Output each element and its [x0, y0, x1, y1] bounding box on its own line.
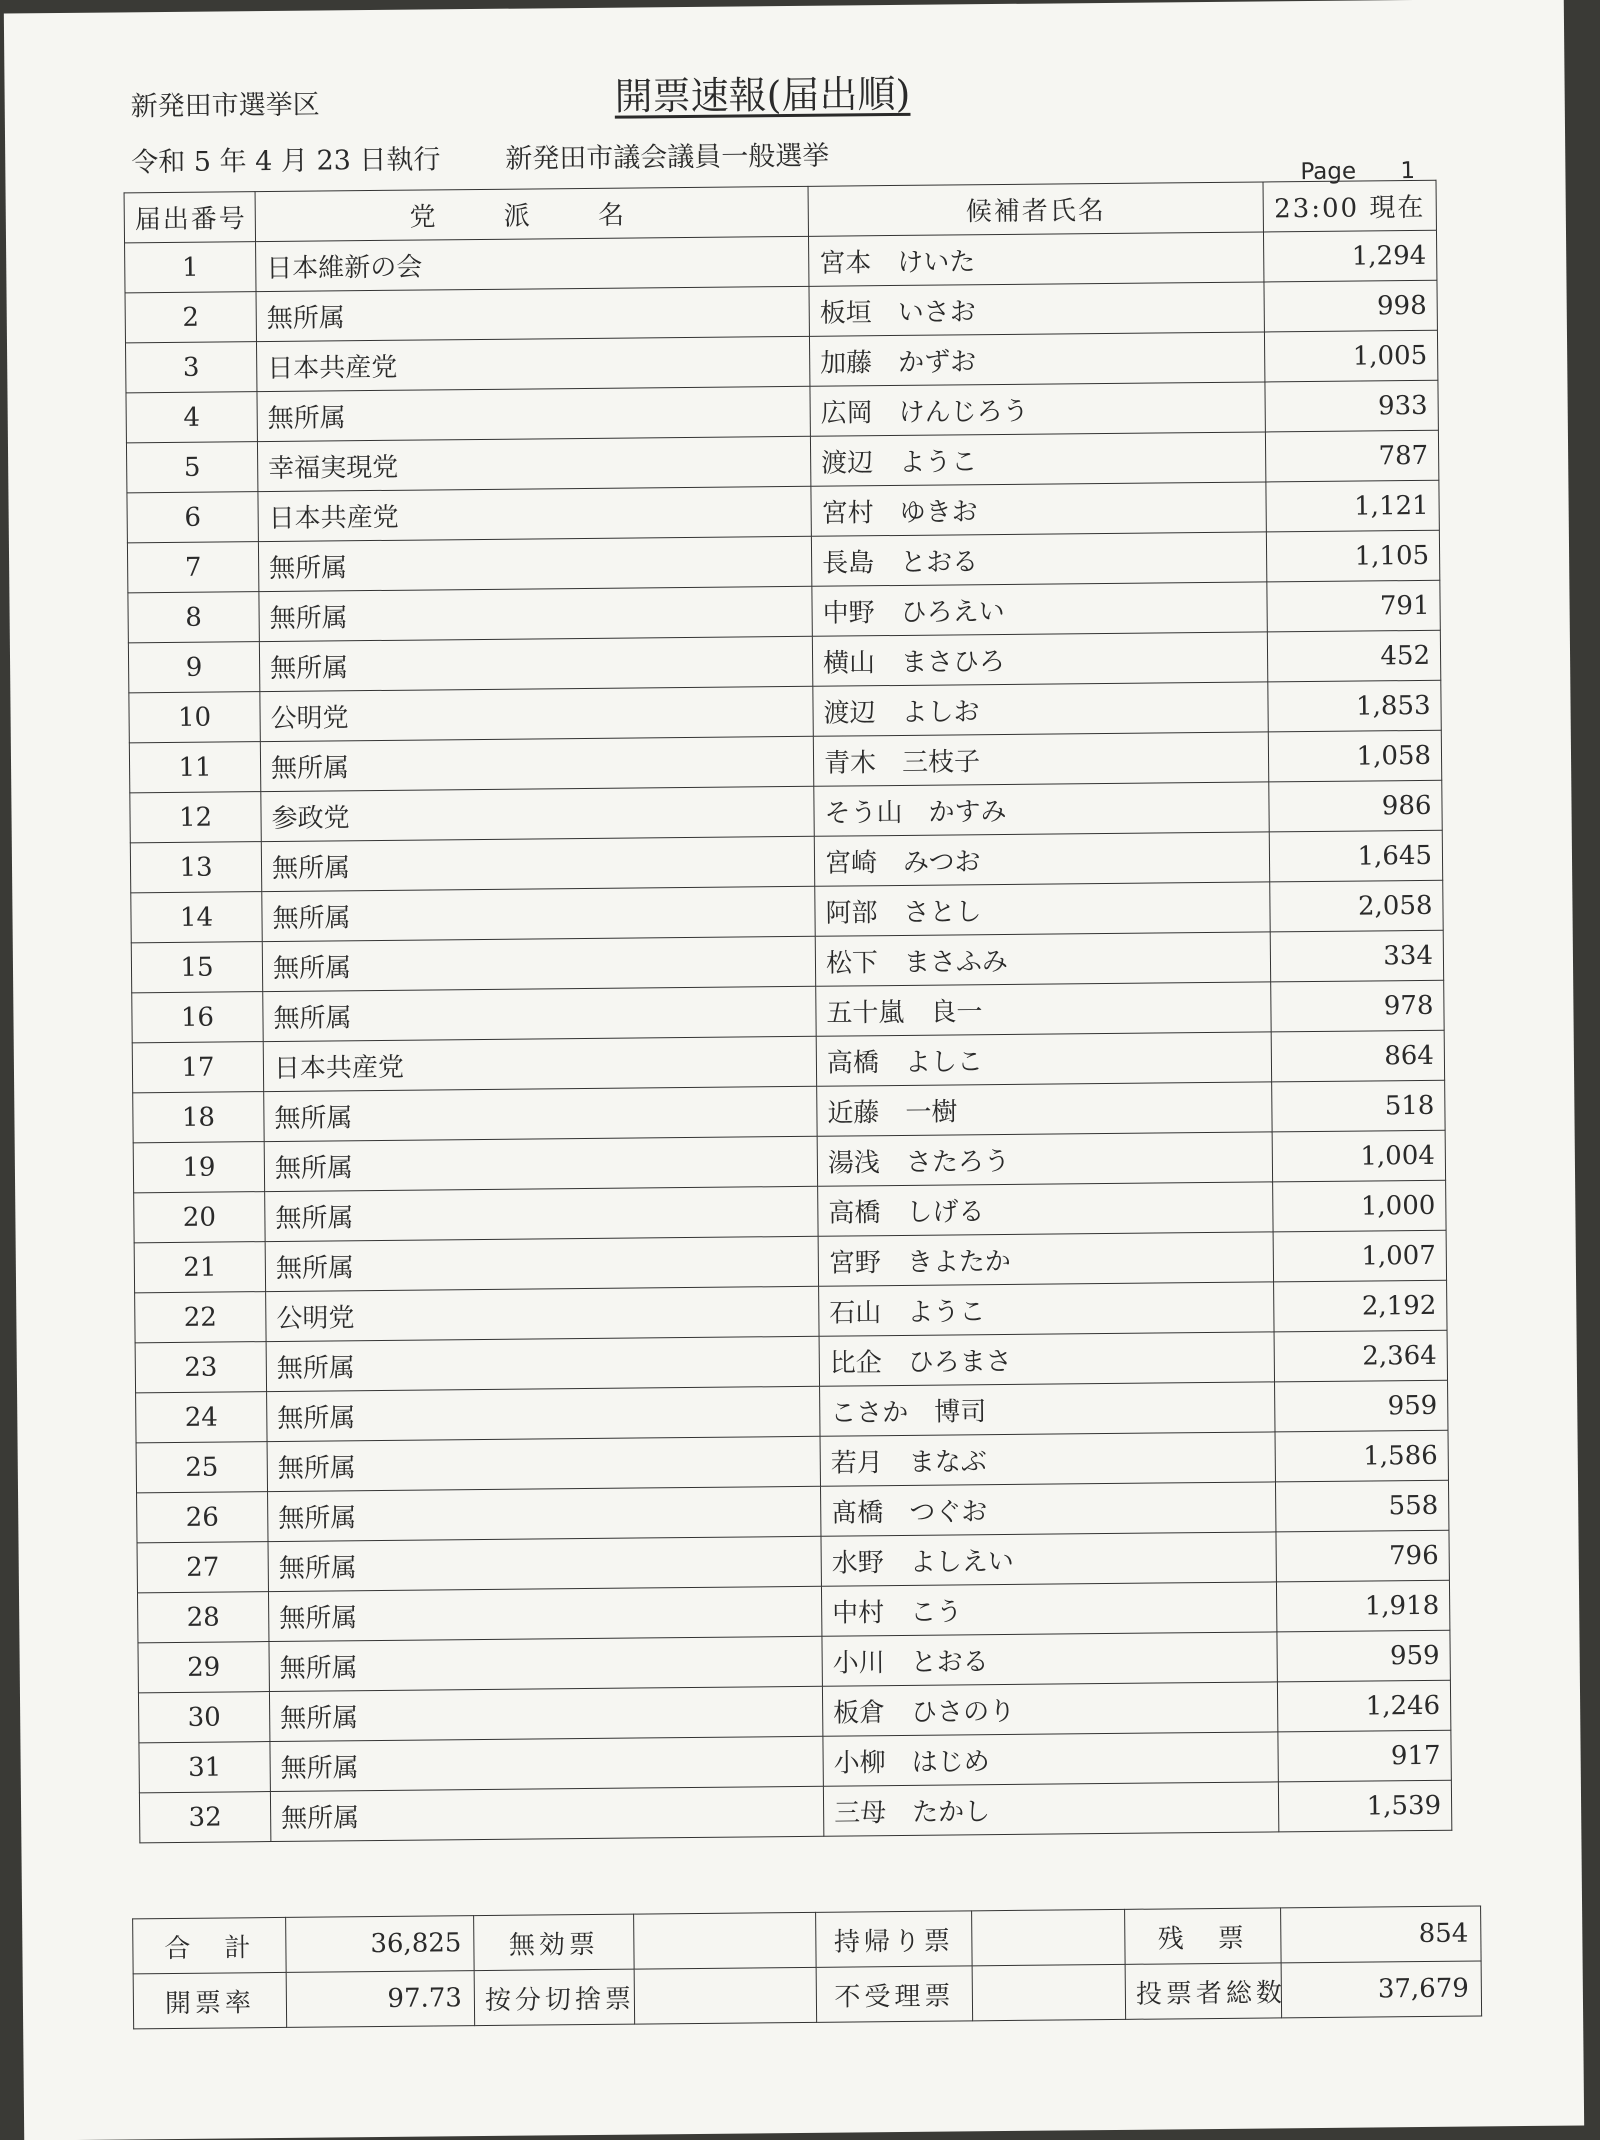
candidate-number: 30 — [138, 1692, 269, 1743]
candidate-number: 7 — [127, 542, 258, 593]
vote-count: 1,058 — [1268, 730, 1441, 782]
party-name: 無所属 — [262, 886, 815, 941]
vote-count: 1,294 — [1263, 230, 1436, 282]
candidate-name: 三母 たかし — [823, 1782, 1278, 1836]
party-name: 無所属 — [270, 1736, 823, 1791]
header-number: 届出番号 — [124, 192, 255, 243]
unaccepted-value — [972, 1964, 1126, 2020]
vote-count: 2,192 — [1274, 1280, 1447, 1332]
candidate-number: 28 — [137, 1592, 268, 1643]
candidate-number: 29 — [138, 1642, 269, 1693]
candidate-name: 高橋 しげる — [818, 1182, 1273, 1236]
candidate-name: 板倉 ひさのり — [822, 1682, 1277, 1736]
party-name: 無所属 — [259, 586, 812, 641]
vote-count: 1,005 — [1264, 330, 1437, 382]
party-name: 日本共産党 — [256, 336, 809, 391]
candidate-name: 宮崎 みつお — [814, 832, 1269, 886]
vote-count: 558 — [1275, 1480, 1448, 1532]
candidate-number: 27 — [137, 1542, 268, 1593]
candidate-name: 水野 よしえい — [821, 1532, 1276, 1586]
candidate-number: 6 — [127, 492, 258, 543]
vote-count: 791 — [1267, 580, 1440, 632]
candidate-name: 髙橋 つぐお — [821, 1482, 1276, 1536]
candidate-number: 9 — [128, 642, 259, 693]
party-name: 無所属 — [269, 1636, 822, 1691]
vote-count: 1,007 — [1273, 1230, 1446, 1282]
candidate-name: 広岡 けんじろう — [810, 382, 1265, 436]
fraction-label: 按分切捨票 — [474, 1969, 635, 2026]
count-rate-value: 97.73 — [286, 1971, 475, 2028]
party-name: 無所属 — [258, 536, 811, 591]
vote-count: 1,105 — [1266, 530, 1439, 582]
summary-table — [132, 1905, 1482, 2029]
vote-count: 1,918 — [1276, 1580, 1449, 1632]
candidate-number: 18 — [133, 1092, 264, 1143]
remaining-label: 残 票 — [1125, 1908, 1282, 1964]
candidate-name: そう山 かすみ — [814, 782, 1269, 836]
party-name: 参政党 — [261, 786, 814, 841]
vote-count: 1,121 — [1266, 480, 1439, 532]
remaining-value: 854 — [1281, 1906, 1482, 1963]
party-name: 無所属 — [263, 986, 816, 1041]
vote-count: 986 — [1269, 780, 1442, 832]
party-name: 無所属 — [264, 1136, 817, 1191]
candidate-name: 渡辺 よしお — [813, 682, 1268, 736]
candidate-name: 青木 三枝子 — [813, 732, 1268, 786]
vote-count: 2,364 — [1274, 1330, 1447, 1382]
vote-count: 1,004 — [1272, 1130, 1445, 1182]
party-name: 無所属 — [265, 1186, 818, 1241]
candidate-number: 11 — [129, 742, 260, 793]
vote-count: 452 — [1267, 630, 1440, 682]
candidate-number: 15 — [131, 942, 262, 993]
candidate-number: 19 — [133, 1142, 264, 1193]
candidate-number: 32 — [139, 1792, 270, 1843]
results-table — [124, 180, 1453, 1844]
vote-count: 959 — [1275, 1380, 1448, 1432]
page-number: 1 — [1400, 157, 1416, 185]
total-label: 合 計 — [133, 1917, 287, 1973]
vote-count: 864 — [1271, 1030, 1444, 1082]
invalid-value — [634, 1912, 817, 1969]
candidate-name: 小川 とおる — [822, 1632, 1277, 1686]
candidate-name: 石山 ようこ — [819, 1282, 1274, 1336]
candidate-number: 26 — [137, 1492, 268, 1543]
candidate-name: 阿部 さとし — [815, 882, 1270, 936]
candidate-name: こさか 博司 — [820, 1382, 1275, 1436]
party-name: 無所属 — [266, 1336, 819, 1391]
vote-count: 334 — [1270, 930, 1443, 982]
summary-row — [133, 1961, 1481, 2029]
fraction-value — [634, 1967, 817, 2024]
candidate-number: 12 — [130, 792, 261, 843]
candidate-number: 4 — [126, 392, 257, 443]
vote-count: 1,000 — [1273, 1180, 1446, 1232]
candidate-number: 23 — [135, 1342, 266, 1393]
page-label: Page — [1300, 158, 1357, 186]
vote-count: 796 — [1276, 1530, 1449, 1582]
vote-count: 1,246 — [1277, 1680, 1450, 1732]
voters-label: 投票者総数 — [1125, 1963, 1282, 2019]
party-name: 無所属 — [265, 1236, 818, 1291]
election-date: 令和 5 年 4 月 23 日執行 — [131, 144, 441, 179]
party-name: 無所属 — [260, 736, 813, 791]
candidate-name: 五十嵐 良一 — [816, 982, 1271, 1036]
vote-count: 518 — [1272, 1080, 1445, 1132]
candidate-name: 小柳 はじめ — [823, 1732, 1278, 1786]
party-name: 無所属 — [270, 1786, 823, 1841]
candidate-name: 中野 ひろえい — [812, 582, 1267, 636]
candidate-name: 松下 まさふみ — [815, 932, 1270, 986]
party-name: 無所属 — [259, 636, 812, 691]
candidate-name: 宮野 きよたか — [818, 1232, 1273, 1286]
page-title: 開票速報(届出順) — [614, 71, 911, 119]
party-name: 無所属 — [262, 936, 815, 991]
party-name: 無所属 — [268, 1536, 821, 1591]
count-rate-label: 開票率 — [133, 1972, 287, 2028]
candidate-name: 宮本 けいた — [809, 232, 1264, 286]
candidate-number: 1 — [125, 242, 256, 293]
candidate-number: 2 — [125, 292, 256, 343]
vote-count: 787 — [1265, 430, 1438, 482]
candidate-name: 湯浅 さたろう — [817, 1132, 1272, 1186]
party-name: 日本維新の会 — [256, 236, 809, 291]
party-name: 幸福実現党 — [257, 436, 810, 491]
party-name: 無所属 — [269, 1686, 822, 1741]
candidate-number: 17 — [132, 1042, 263, 1093]
candidate-number: 5 — [126, 442, 257, 493]
candidate-name: 加藤 かずお — [809, 332, 1264, 386]
header-candidate: 候補者氏名 — [808, 182, 1263, 236]
candidate-number: 10 — [129, 692, 260, 743]
party-name: 公明党 — [266, 1286, 819, 1341]
vote-count: 1,853 — [1268, 680, 1441, 732]
results-body — [125, 230, 1452, 1843]
election-name: 新発田市議会議員一般選挙 — [505, 140, 830, 175]
candidate-name: 板垣 いさお — [809, 282, 1264, 336]
header-party: 党 派 名 — [255, 186, 808, 241]
candidate-number: 21 — [134, 1242, 265, 1293]
candidate-number: 8 — [128, 592, 259, 643]
vote-count: 959 — [1277, 1630, 1450, 1682]
candidate-name: 高橋 よしこ — [816, 1032, 1271, 1086]
party-name: 無所属 — [257, 386, 810, 441]
party-name: 日本共産党 — [258, 486, 811, 541]
party-name: 無所属 — [267, 1436, 820, 1491]
party-name: 日本共産党 — [263, 1036, 816, 1091]
candidate-number: 22 — [135, 1292, 266, 1343]
vote-count: 933 — [1265, 380, 1438, 432]
candidate-number: 25 — [136, 1442, 267, 1493]
paper-sheet — [4, 0, 1584, 2140]
vote-count: 1,645 — [1269, 830, 1442, 882]
taken-home-value — [972, 1909, 1126, 1965]
candidate-name: 若月 まなぶ — [820, 1432, 1275, 1486]
candidate-number: 24 — [136, 1392, 267, 1443]
header-votes: 23:00 現在 — [1263, 180, 1436, 232]
candidate-name: 宮村 ゆきお — [811, 482, 1266, 536]
party-name: 無所属 — [261, 836, 814, 891]
vote-count: 1,539 — [1278, 1780, 1451, 1832]
party-name: 無所属 — [268, 1486, 821, 1541]
candidate-name: 横山 まさひろ — [812, 632, 1267, 686]
candidate-number: 3 — [125, 342, 256, 393]
vote-count: 998 — [1264, 280, 1437, 332]
district-label: 新発田市選挙区 — [130, 89, 320, 123]
candidate-name: 中村 こう — [821, 1582, 1276, 1636]
candidate-number: 20 — [134, 1192, 265, 1243]
taken-home-label: 持帰り票 — [816, 1911, 973, 1967]
candidate-number: 16 — [132, 992, 263, 1043]
party-name: 無所属 — [256, 286, 809, 341]
party-name: 無所属 — [264, 1086, 817, 1141]
candidate-name: 渡辺 ようこ — [810, 432, 1265, 486]
vote-count: 978 — [1271, 980, 1444, 1032]
vote-count: 1,586 — [1275, 1430, 1448, 1482]
candidate-name: 長島 とおる — [811, 532, 1266, 586]
unaccepted-label: 不受理票 — [816, 1966, 973, 2022]
candidate-number: 13 — [130, 842, 261, 893]
candidate-number: 31 — [139, 1742, 270, 1793]
vote-count: 917 — [1278, 1730, 1451, 1782]
total-value: 36,825 — [286, 1916, 475, 1973]
candidate-number: 14 — [131, 892, 262, 943]
voters-value: 37,679 — [1281, 1961, 1482, 2018]
vote-count: 2,058 — [1270, 880, 1443, 932]
party-name: 無所属 — [267, 1386, 820, 1441]
party-name: 無所属 — [268, 1586, 821, 1641]
invalid-label: 無効票 — [474, 1914, 635, 1971]
candidate-name: 近藤 一樹 — [817, 1082, 1272, 1136]
candidate-name: 比企 ひろまさ — [819, 1332, 1274, 1386]
party-name: 公明党 — [260, 686, 813, 741]
